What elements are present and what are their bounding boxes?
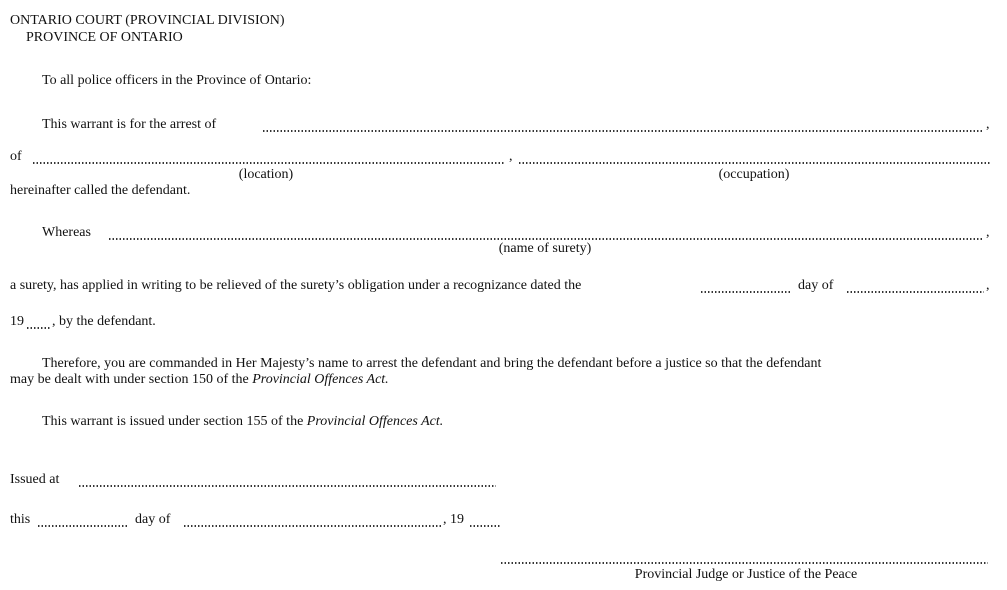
- recognizance-month-field[interactable]: [846, 291, 984, 293]
- act-name: Provincial Offences Act.: [252, 372, 389, 387]
- comma: ,: [986, 117, 990, 132]
- day-of-text: day of: [798, 278, 834, 293]
- arrest-of-text: This warrant is for the arrest of: [42, 117, 217, 132]
- this-text: this: [10, 512, 31, 527]
- signature-field[interactable]: [500, 562, 988, 564]
- surety-text: a surety, has applied in writing to be relieved of the surety’s obligation under a recognizance dated the: [10, 278, 582, 293]
- recognizance-year-field[interactable]: [26, 327, 50, 329]
- issued-under-text: This warrant is issued under section 155 of the Provincial Offences Act.: [42, 414, 444, 429]
- surety-label: (name of surety): [498, 241, 592, 256]
- whereas-text: Whereas: [42, 225, 91, 240]
- signature-label: Provincial Judge or Justice of the Peace: [634, 567, 858, 582]
- comma: ,: [509, 149, 513, 164]
- by-defendant-text: , by the defendant.: [52, 314, 156, 329]
- year-prefix: 19: [10, 314, 24, 329]
- year-prefix-2: , 19: [443, 512, 464, 527]
- issued-at-text: Issued at: [10, 472, 60, 487]
- occupation-field[interactable]: [518, 162, 990, 164]
- issued-day-field[interactable]: [37, 525, 129, 527]
- comma: ,: [986, 278, 990, 293]
- address-line: To all police officers in the Province of Ontario:: [42, 73, 312, 88]
- location-label: (location): [238, 167, 294, 182]
- recognizance-day-field[interactable]: [700, 291, 792, 293]
- location-field[interactable]: [32, 162, 504, 164]
- issued-at-field[interactable]: [78, 485, 496, 487]
- defendant-text: hereinafter called the defendant.: [10, 183, 191, 198]
- court-name: ONTARIO COURT (PROVINCIAL DIVISION): [10, 13, 285, 28]
- defendant-name-field[interactable]: [262, 130, 984, 132]
- issued-year-field[interactable]: [469, 525, 501, 527]
- of-text: of: [10, 149, 22, 164]
- day-of-text: day of: [135, 512, 171, 527]
- therefore-text: Therefore, you are commanded in Her Majesty’s name to arrest the defendant and bring the defendant before a justice so that the defendant: [42, 356, 822, 371]
- issued-month-field[interactable]: [183, 525, 441, 527]
- province-name: PROVINCE OF ONTARIO: [26, 30, 183, 45]
- comma: ,: [986, 225, 990, 240]
- therefore-text-2: may be dealt with under section 150 of the Provincial Offences Act.: [10, 372, 389, 387]
- occupation-label: (occupation): [718, 167, 790, 182]
- act-name: Provincial Offences Act.: [306, 414, 444, 429]
